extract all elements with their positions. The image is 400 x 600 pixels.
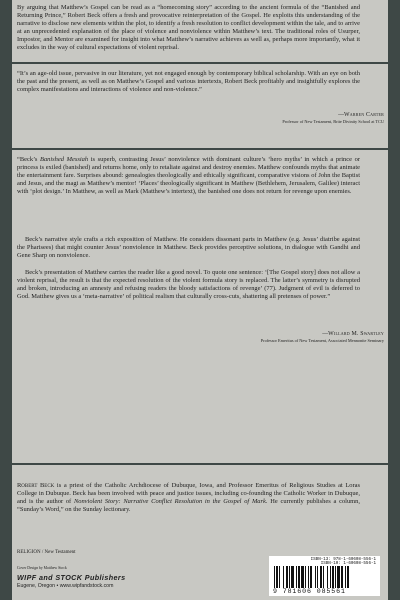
bio-text: is a priest of the Catholic Archdiocese of Dubuque, Iowa, and Professor Emeritus of Religious Studies at Loras College in Dubuque. Beck has been involved with peace and justice issues, including co-founding the Catholic Worker in Dubuque, and is the author of xyxy=(17,482,360,506)
review-panel-2 xyxy=(12,150,388,463)
isbn-10: ISBN-10: 1-60608-556-1 xyxy=(320,562,376,566)
attr-dash: — xyxy=(338,112,344,118)
category-label: RELIGION / New Testament xyxy=(17,550,76,555)
book-title: Banished Messiah xyxy=(40,156,89,163)
isbn-13: ISBN-13: 978-1-60608-556-1 xyxy=(310,558,376,562)
bio-book-title: Nonviolent Story: Narrative Conflict Resolution in the Gospel of Mark. xyxy=(73,498,268,506)
reviewer-title: Professor Emeritus of New Testament, Associated Mennonite Seminary xyxy=(260,338,384,343)
reviewer-name: Willard M. Swartley xyxy=(328,331,384,337)
reviewer-name: Warren Carter xyxy=(344,112,384,118)
review-attribution-1 xyxy=(282,112,384,124)
review-quote-1: “It’s an age-old issue, pervasive in our literature, yet not engaged enough by contemporary biblical scholarship. With an eye on both the past and the present, as well as on Matthew’s Gospel and various intertexts, Robert Beck profitably and insightfully explores the complex manifestations and interactions of violence and non-violence.” xyxy=(17,70,360,94)
publisher-location: Eugene, Oregon • www.wipfandstock.com xyxy=(17,583,114,589)
review-quote-2-part-1 xyxy=(17,156,360,196)
author-name: Robert Beck xyxy=(17,482,55,489)
book-description: By arguing that Matthew’s Gospel can be read as a “homecoming story” according to the ancient formula of the “Banished and Returning Prince,” Robert Beck offers a fresh and provocative reinterpretation of the Gospel. He exploits this understanding of the narrative to disclose new elements within the plot, to identify a fresh resolution to conflict development within the tale, and to arrive at an unprecedented explanation of the place of violence and nonviolence within Matthew’s text. The traditional roles of Usurper, Impostor, and Mentor are examined for insight into what Matthew’s narrative achieves as well as, perhaps more importantly, what it excludes in the way of cultural expectations of violent reprisal. xyxy=(17,4,360,52)
reviewer-title: Professor of New Testament, Brite Divinity School at TCU xyxy=(282,119,384,124)
review-attribution-2 xyxy=(261,331,384,343)
publisher-block xyxy=(17,573,126,589)
publisher-name: WIPF and STOCK Publishers xyxy=(17,573,126,582)
quote-text: is superb, contrasting Jesus’ nonviolence with dominant culture’s ‘hero myths’ in which a prince or princess is exiled (banished) and returns home, only to retaliate against and destroy enemies. Matthew confounds myths that animate the entertainment fare. Surprises abound: genealogies theologically and ethically significant, comparative visions of John the Baptist and Jesus, and the magi as Matthew’s mentor! ‘Places’ theologically significant in Matthew (Bethlehem, Jerusalem, Galilee) interact with ‘plot design.’ In Matthew, as well as Mark (Matthew’s intertext), the banished one does not return for revenge upon enemies. xyxy=(17,156,360,196)
barcode-number: 9 781606 085561 xyxy=(273,588,346,595)
barcode-bars-icon xyxy=(273,566,376,588)
review-quote-2-part-2: Beck’s narrative style crafts a rich exposition of Matthew. He considers dissonant parts in Matthew (e.g. Jesus’ diatribe against the Pharisees) that might counter Jesus’ nonviolence in Matthew. Beck provides perceptive solutions, in dialogue with Gandhi and Gene Sharp on nonviolence. xyxy=(17,236,360,260)
author-bio xyxy=(17,482,360,514)
attr-dash: — xyxy=(322,331,329,337)
bio-text: He currently publishes a column, “Sunday’s Word,” on the Sunday lectionary. xyxy=(17,498,361,514)
quote-text: “Beck’s xyxy=(17,156,41,163)
review-quote-2-part-3: Beck’s presentation of Matthew carries the reader like a good novel. To quote one sentence: ‘[The Gospel story] does not allow a violent reprisal, the result is that the expected resolution of the violent formula story is replaced. The latter’s symmetry is disrupted and broken, introducing an amnesty and refusing readers the bloody satisfactions of revenge’ (77). Judgment of evil is deferred to God. Matthew gives us a ‘meta-narrative’ of political realism that culturally cross-cuts, shattering all pretenses of power.” xyxy=(17,269,360,301)
cover-design-credit: Cover Design by Matthew Stock xyxy=(17,566,67,570)
barcode xyxy=(269,556,380,596)
